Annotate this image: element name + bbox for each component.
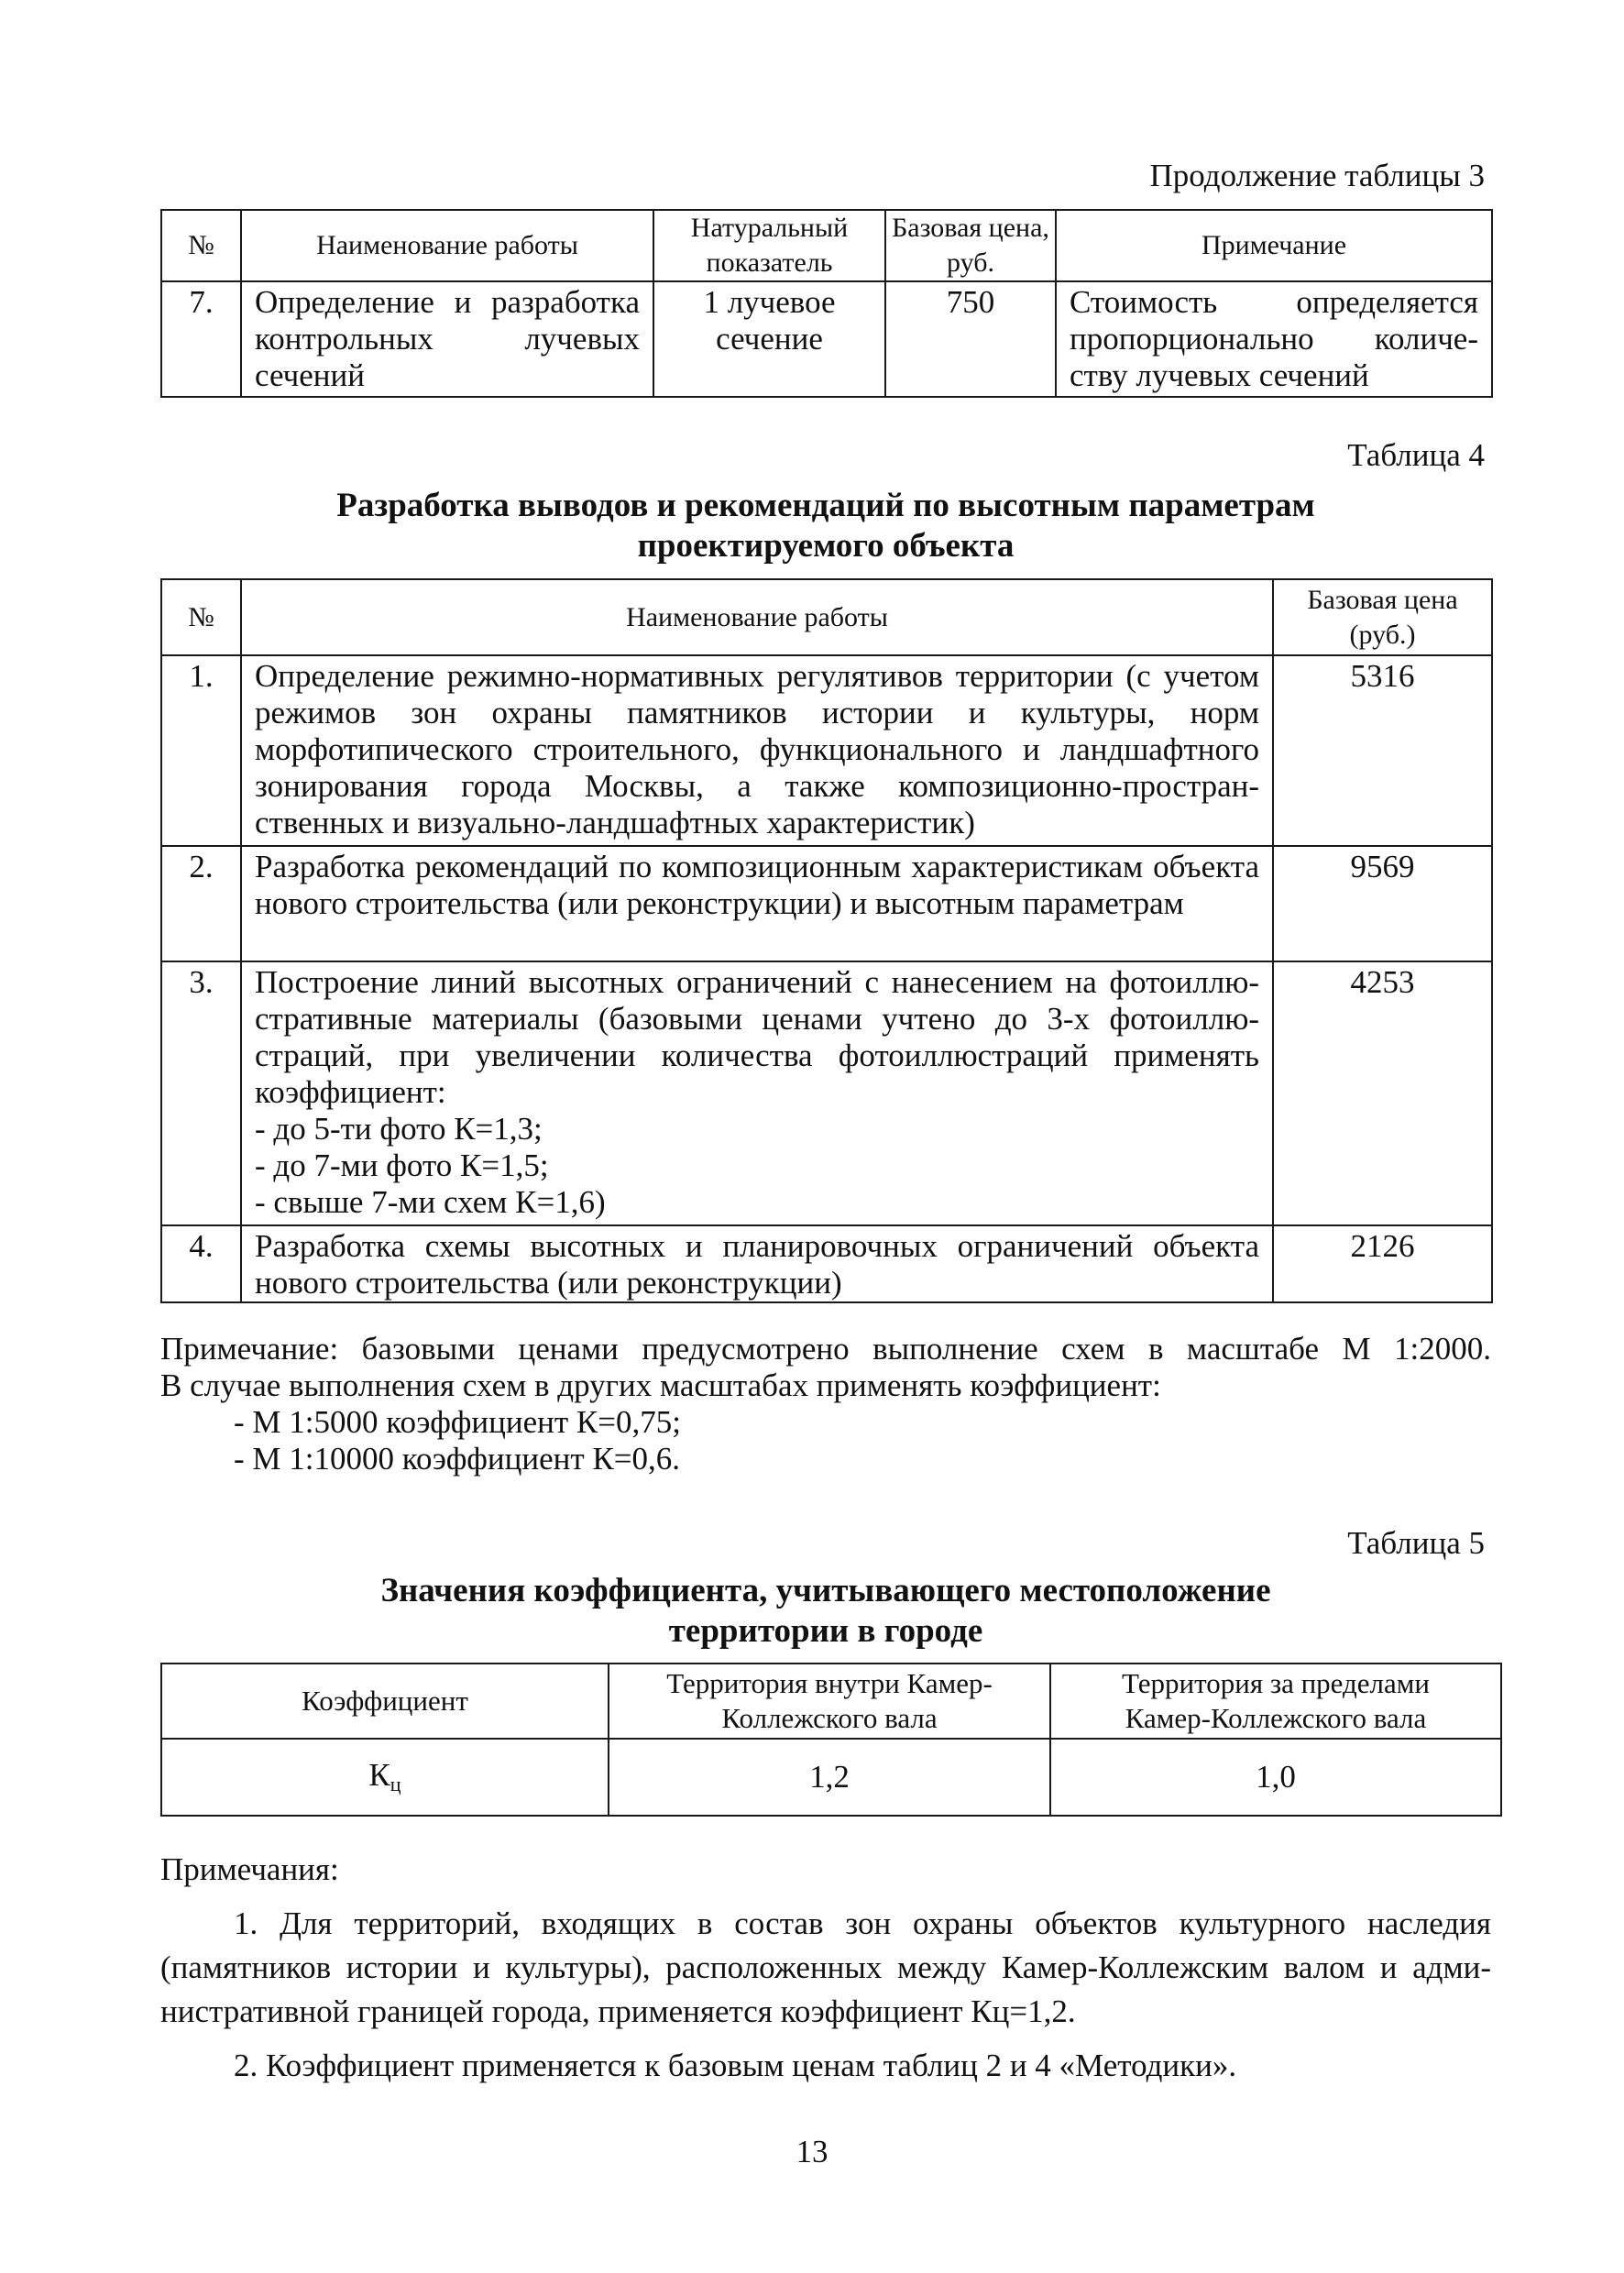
- table-3-header-price: Базовая цена, руб.: [885, 210, 1056, 281]
- table-3-row-price: 750: [885, 281, 1056, 397]
- table-4-title-line1: Разработка выводов и рекомендаций по высотным параметрам: [336, 487, 1315, 524]
- table-4-row4-price: 2126: [1273, 1225, 1492, 1302]
- continuation-label: Продолжение таблицы 3: [1149, 158, 1485, 193]
- table-5-title: [160, 1571, 1491, 1652]
- table-4-note-line1: Примечание: базовыми ценами предусмотрено выполнение схем в масштабе М 1:2000.: [160, 1331, 1491, 1367]
- table-5-title-line1: Значения коэффициента, учитывающего местоположение: [380, 1572, 1271, 1609]
- table-3-row-unit: 1 лучевое сечение: [653, 281, 885, 397]
- table-4-header-row: [161, 579, 1492, 655]
- table-4-row1-price: 5316: [1273, 655, 1492, 846]
- table-row: [161, 655, 1492, 846]
- table-4-row3-text: Построение линий высотных ограничений с нанесением на фотоиллю-стративные материалы (базовыми ценами учтено до 3-х фотоиллю-страций, при увеличении количества фотоиллюстраций применять коэффициент:: [255, 964, 1259, 1110]
- table-3: [160, 209, 1493, 398]
- table-4-row4-name: Разработка схемы высотных и планировочных ограничений объекта нового строительства (или реконструкции): [241, 1225, 1273, 1302]
- table-4-note: [160, 1331, 1491, 1477]
- table-row: [161, 1739, 1501, 1816]
- table-4-header-no: №: [161, 579, 241, 655]
- table-4-row3-name: [241, 961, 1273, 1225]
- table-5: [160, 1663, 1502, 1817]
- table-4-row3-line2: - до 7-ми фото К=1,5;: [255, 1147, 549, 1183]
- table-5-value-inside: 1,2: [609, 1739, 1050, 1816]
- notes-item-2: 2. Коэффициент применяется к базовым ценам таблиц 2 и 4 «Методики».: [234, 2048, 1237, 2083]
- table-4-row3-line3: - свыше 7-ми схем К=1,6): [255, 1184, 606, 1220]
- table-4-row1-name: Определение режимно-нормативных регулятивов территории (с учетом режимов зон охраны памятников истории и культуры, норм морфотипического строительного, функционального и ландшафтного зонирования города Москвы, а также композиционно-простран-ственных и визуально-ландшафтных характеристик): [241, 655, 1273, 846]
- table-4-header-price: Базовая цена (руб.): [1273, 579, 1492, 655]
- table-5-coef-cell: [161, 1739, 609, 1816]
- table-4-row1-no: 1.: [161, 655, 241, 846]
- table-5-coef-symbol: К: [368, 1757, 390, 1793]
- table-3-row-name: Определение и разработка контрольных лучевых сечений: [241, 281, 653, 397]
- table-4-note-item2: - М 1:10000 коэффициент К=0,6.: [234, 1441, 680, 1477]
- table-4-header-name: Наименование работы: [241, 579, 1273, 655]
- table-5-label: Таблица 5: [1347, 1525, 1485, 1561]
- table-4-row2-no: 2.: [161, 846, 241, 961]
- table-5-header-inside: Территория внутри Камер-Коллежского вала: [609, 1664, 1050, 1739]
- table-4-note-line2: В случае выполнения схем в других масштабах применять коэффициент:: [160, 1367, 1161, 1403]
- table-3-header-unit: Натуральный показатель: [653, 210, 885, 281]
- table-row: [161, 281, 1492, 397]
- table-4-row3-no: 3.: [161, 961, 241, 1225]
- table-5-header-row: [161, 1664, 1501, 1739]
- table-5-value-outside: 1,0: [1050, 1739, 1501, 1816]
- table-3-header-row: [161, 210, 1492, 281]
- table-3-header-name: Наименование работы: [241, 210, 653, 281]
- table-row: [161, 846, 1492, 961]
- table-4-row3-line1: - до 5-ти фото К=1,3;: [255, 1111, 543, 1147]
- table-4-title: [160, 486, 1491, 566]
- table-row: [161, 1225, 1492, 1302]
- table-4-note-item1: - М 1:5000 коэффициент К=0,75;: [234, 1404, 681, 1440]
- table-3-header-note: Примечание: [1056, 210, 1492, 281]
- table-5-header-coef: Коэффициент: [161, 1664, 609, 1739]
- table-4-row2-price: 9569: [1273, 846, 1492, 961]
- table-4-row2-name: Разработка рекомендаций по композиционным характеристикам объекта нового строительства (или реконструкции) и высотным параметрам: [241, 846, 1273, 961]
- table-5-title-line2: территории в городе: [668, 1612, 983, 1650]
- table-4: [160, 578, 1493, 1303]
- table-4-row4-no: 4.: [161, 1225, 241, 1302]
- table-5-header-outside: Территория за пределами Камер-Коллежского вала: [1050, 1664, 1501, 1739]
- table-4-label: Таблица 4: [1347, 437, 1485, 473]
- page-number: 13: [796, 2134, 828, 2169]
- notes-item-1: 1. Для территорий, входящих в состав зон охраны объектов культурного наследия (памятников истории и культуры), расположенных между Камер-Коллежским валом и адми-нистративной границей города, применяется коэффициент Кц=1,2.: [160, 1905, 1491, 2029]
- table-4-title-line2: проектируемого объекта: [637, 527, 1015, 565]
- table-row: [161, 961, 1492, 1225]
- notes-heading: Примечания:: [160, 1851, 339, 1887]
- table-4-row3-price: 4253: [1273, 961, 1492, 1225]
- table-3-row-no: 7.: [161, 281, 241, 397]
- table-3-row-note: Стоимость определяется пропорционально количе-ству лучевых сечений: [1056, 281, 1492, 397]
- table-3-header-no: №: [161, 210, 241, 281]
- table-5-coef-subscript: ц: [390, 1773, 401, 1795]
